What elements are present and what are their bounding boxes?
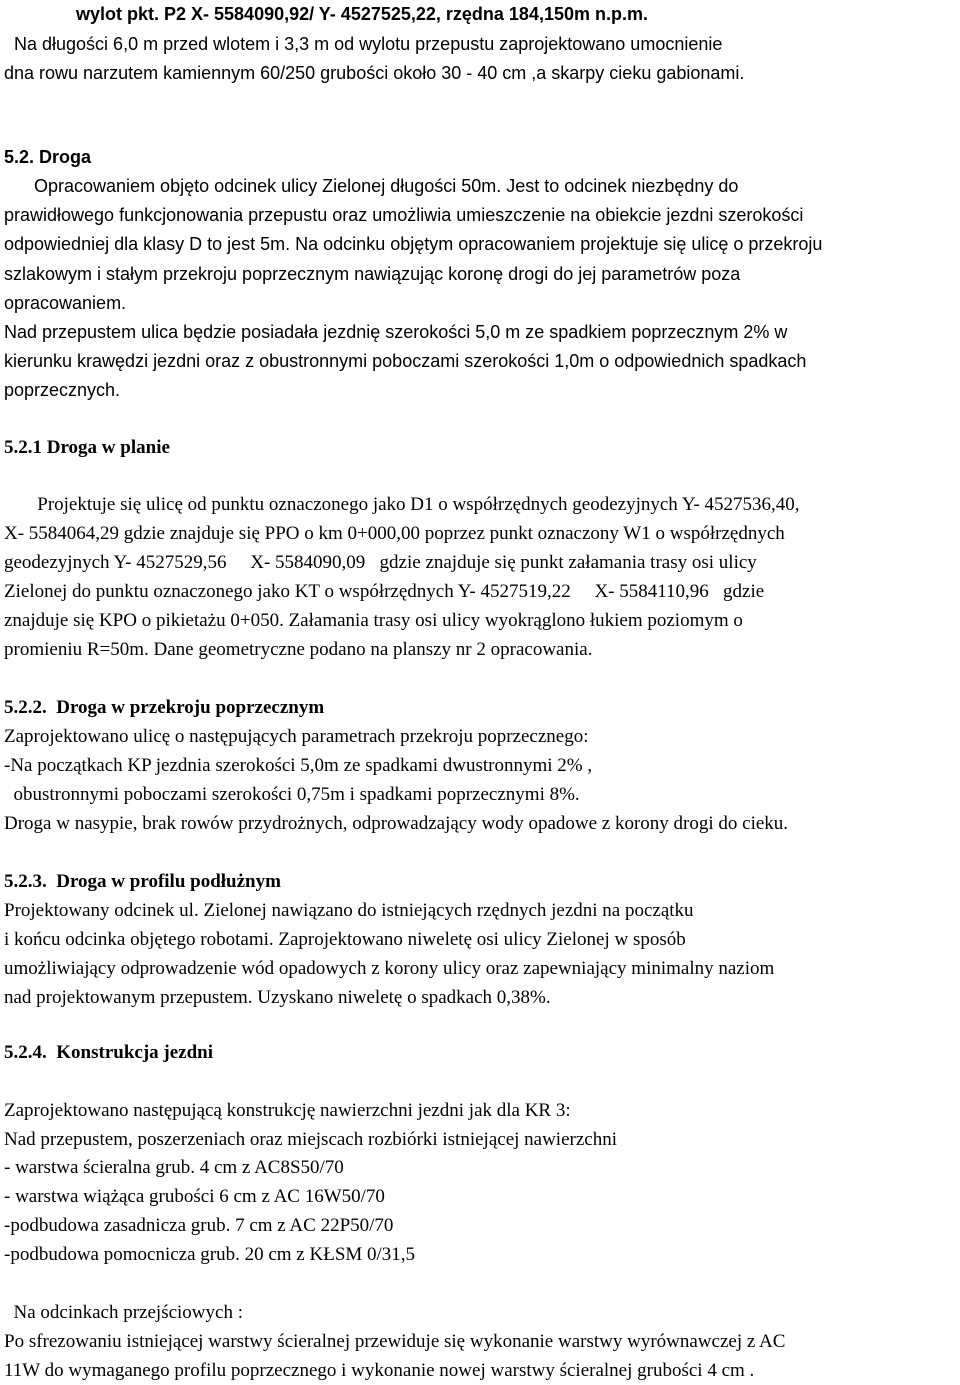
paragraph-line: Opracowaniem objęto odcinek ulicy Zielonej długości 50m. Jest to odcinek niezbędny do [4,176,739,196]
intro-line: dna rowu narzutem kamiennym 60/250 grubości około 30 - 40 cm ,a skarpy cieku gabionami. [4,63,745,83]
paragraph-line: kierunku krawędzi jezdni oraz z obustronnymi poboczami szerokości 1,0m o odpowiednich spadkach [4,351,807,371]
paragraph-line: promieniu R=50m. Dane geometryczne podano na planszy nr 2 opracowania. [4,639,593,660]
layer-item: - warstwa wiążąca grubości 6 cm z AC 16W50/70 [4,1186,385,1207]
paragraph-line: opracowaniem. [4,293,127,313]
paragraph-line: znajduje się KPO o pikietażu 0+050. Załamania trasy osi ulicy wyokrąglono łukiem poziomym o [4,610,743,631]
transition-label: Na odcinkach przejściowych : [4,1302,243,1323]
section-heading-5-2-1: 5.2.1 Droga w planie [4,437,170,458]
paragraph-line: Zaprojektowano ulicę o następujących parametrach przekroju poprzecznego: [4,726,589,747]
paragraph-line: prawidłowego funkcjonowania przepustu oraz umożliwia umieszczenie na obiekcie jezdni szerokości [4,205,804,225]
paragraph-line: Projektuje się ulicę od punktu oznaczonego jako D1 o współrzędnych geodezyjnych Y- 4527536,40, [4,494,800,515]
paragraph-line: Nad przepustem, poszerzeniach oraz miejscach rozbiórki istniejącej nawierzchni [4,1129,617,1150]
paragraph-line: Zaprojektowano następującą konstrukcję nawierzchni jezdni jak dla KR 3: [4,1100,571,1121]
paragraph-line: i końcu odcinka objętego robotami. Zaprojektowano niweletę osi ulicy Zielonej w sposób [4,929,686,950]
paragraph-line: Po sfrezowaniu istniejącej warstwy ścieralnej przewiduje się wykonanie warstwy wyrównawczej z AC [4,1331,786,1352]
paragraph-line: X- 5584064,29 gdzie znajduje się PPO o km 0+000,00 poprzez punkt oznaczony W1 o współrzędnych [4,523,785,544]
paragraph-line: nad projektowanym przepustem. Uzyskano niweletę o spadkach 0,38%. [4,987,551,1008]
layer-item: - warstwa ścieralna grub. 4 cm z AC8S50/70 [4,1157,344,1178]
layer-item: -podbudowa zasadnicza grub. 7 cm z AC 22P50/70 [4,1215,394,1236]
paragraph-line: 11W do wymaganego profilu poprzecznego i wykonanie nowej warstwy ścieralnej grubości 4 cm . [4,1360,755,1381]
paragraph-line: obustronnymi poboczami szerokości 0,75m i spadkami poprzecznymi 8%. [4,784,580,805]
paragraph-line: geodezyjnych Y- 4527529,56 X- 5584090,09 gdzie znajduje się punkt załamania trasy osi ulicy [4,552,757,573]
top-header: wylot pkt. P2 X- 5584090,92/ Y- 4527525,22, rzędna 184,150m n.p.m. [76,4,648,24]
layer-item: -podbudowa pomocnicza grub. 20 cm z KŁSM 0/31,5 [4,1244,416,1265]
section-heading-5-2-3: 5.2.3. Droga w profilu podłużnym [4,871,281,892]
intro-line: Na długości 6,0 m przed wlotem i 3,3 m od wylotu przepustu zaprojektowano umocnienie [4,34,723,54]
paragraph-line: szlakowym i stałym przekroju poprzecznym nawiązując koronę drogi do jej parametrów poza [4,264,741,284]
paragraph-line: Nad przepustem ulica będzie posiadała jezdnię szerokości 5,0 m ze spadkiem poprzecznym 2% w [4,322,788,342]
paragraph-line: poprzecznych. [4,380,121,400]
section-heading-5-2-4: 5.2.4. Konstrukcja jezdni [4,1042,213,1063]
paragraph-line: -Na początkach KP jezdnia szerokości 5,0m ze spadkami dwustronnymi 2% , [4,755,593,776]
section-heading-5-2: 5.2. Droga [4,147,92,167]
paragraph-line: odpowiedniej dla klasy D to jest 5m. Na odcinku objętym opracowaniem projektuje się ulicę o przekroju [4,234,823,254]
section-heading-5-2-2: 5.2.2. Droga w przekroju poprzecznym [4,697,325,718]
paragraph-line: Zielonej do punktu oznaczonego jako KT o współrzędnych Y- 4527519,22 X- 5584110,96 gdzie [4,581,765,602]
paragraph-line: Droga w nasypie, brak rowów przydrożnych, odprowadzający wody opadowe z korony drogi do cieku. [4,813,789,834]
paragraph-line: Projektowany odcinek ul. Zielonej nawiązano do istniejących rzędnych jezdni na początku [4,900,694,921]
paragraph-line: umożliwiający odprowadzenie wód opadowych z korony ulicy oraz zapewniający minimalny naziom [4,958,775,979]
